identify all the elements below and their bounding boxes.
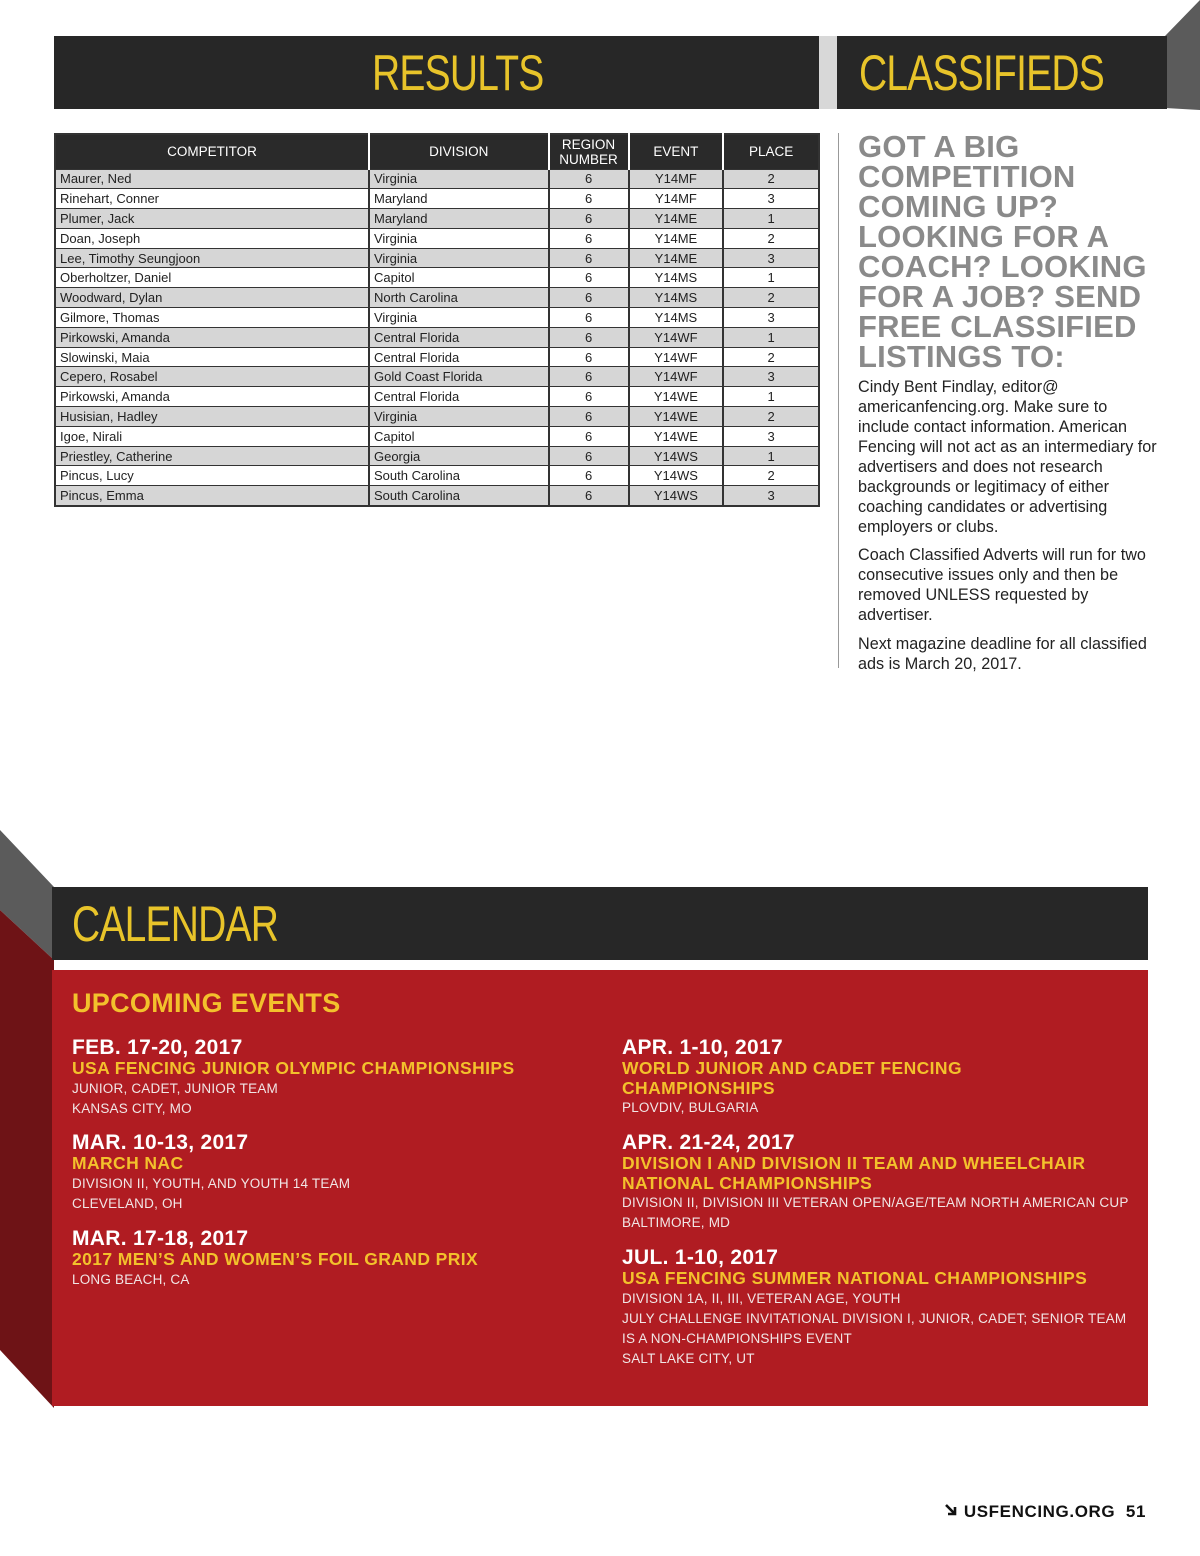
cell-region-number: 6 bbox=[549, 446, 629, 466]
column-header-division: DIVISION bbox=[369, 134, 549, 169]
classifieds-bar-shadow bbox=[819, 36, 837, 109]
cell-place: 3 bbox=[723, 189, 819, 209]
cell-region-number: 6 bbox=[549, 486, 629, 506]
event-date: JUL. 1-10, 2017 bbox=[622, 1246, 779, 1269]
cell-division: Virginia bbox=[369, 308, 549, 328]
cell-competitor: Doan, Joseph bbox=[55, 228, 369, 248]
cell-region-number: 6 bbox=[549, 466, 629, 486]
event-march-nac bbox=[72, 1132, 592, 1214]
cell-event: Y14MS bbox=[629, 288, 724, 308]
cell-division: South Carolina bbox=[369, 486, 549, 506]
table-row bbox=[55, 228, 819, 248]
cell-event: Y14WS bbox=[629, 446, 724, 466]
cell-division: South Carolina bbox=[369, 466, 549, 486]
cell-event: Y14WE bbox=[629, 407, 724, 427]
table-row bbox=[55, 288, 819, 308]
event-location: PLOVDIV, BULGARIA bbox=[622, 1100, 759, 1115]
cell-place: 1 bbox=[723, 446, 819, 466]
classifieds-paragraph-duration: Coach Classified Adverts will run for two consecutive issues only and then be removed UNLESS requested by advertiser. bbox=[858, 546, 1146, 624]
cell-region-number: 6 bbox=[549, 268, 629, 288]
event-date: APR. 21-24, 2017 bbox=[622, 1131, 795, 1154]
results-header-row bbox=[55, 134, 819, 169]
calendar-title: CALENDAR bbox=[72, 896, 279, 952]
classifieds-paragraph-deadline: Next magazine deadline for all classified ads is March 20, 2017. bbox=[858, 635, 1147, 673]
cell-event: Y14WF bbox=[629, 367, 724, 387]
cell-region-number: 6 bbox=[549, 387, 629, 407]
cell-place: 2 bbox=[723, 407, 819, 427]
cell-region-number: 6 bbox=[549, 248, 629, 268]
table-row bbox=[55, 446, 819, 466]
cell-division: Georgia bbox=[369, 446, 549, 466]
cell-division: Virginia bbox=[369, 228, 549, 248]
cell-division: Capitol bbox=[369, 426, 549, 446]
results-body bbox=[55, 169, 819, 506]
event-detail: DIVISION 1A, II, III, VETERAN AGE, YOUTH bbox=[622, 1290, 901, 1306]
table-row bbox=[55, 466, 819, 486]
cell-region-number: 6 bbox=[549, 327, 629, 347]
table-row bbox=[55, 308, 819, 328]
cell-event: Y14WF bbox=[629, 327, 724, 347]
event-date: FEB. 17-20, 2017 bbox=[72, 1036, 243, 1059]
table-row bbox=[55, 367, 819, 387]
table-row bbox=[55, 248, 819, 268]
cell-event: Y14MS bbox=[629, 268, 724, 288]
cell-event: Y14MS bbox=[629, 308, 724, 328]
cell-competitor: Cepero, Rosabel bbox=[55, 367, 369, 387]
cell-place: 1 bbox=[723, 209, 819, 229]
cell-event: Y14WE bbox=[629, 426, 724, 446]
results-header-bar bbox=[54, 36, 819, 109]
table-row bbox=[55, 209, 819, 229]
cell-division: Virginia bbox=[369, 169, 549, 189]
cell-event: Y14MF bbox=[629, 169, 724, 189]
table-row bbox=[55, 387, 819, 407]
event-detail: JUNIOR, CADET, JUNIOR TEAM bbox=[72, 1080, 278, 1096]
results-title: RESULTS bbox=[372, 45, 544, 101]
cell-competitor: Pirkowski, Amanda bbox=[55, 327, 369, 347]
event-name: USA FENCING SUMMER NATIONAL CHAMPIONSHIPS bbox=[622, 1268, 1088, 1288]
event-world-junior-cadet bbox=[622, 1037, 1142, 1118]
event-division-team-wheelchair bbox=[622, 1132, 1142, 1233]
cell-region-number: 6 bbox=[549, 228, 629, 248]
cell-place: 3 bbox=[723, 308, 819, 328]
cell-region-number: 6 bbox=[549, 367, 629, 387]
table-row bbox=[55, 407, 819, 427]
event-summer-nationals bbox=[622, 1247, 1142, 1369]
cell-place: 2 bbox=[723, 466, 819, 486]
cell-competitor: Slowinski, Maia bbox=[55, 347, 369, 367]
event-name: DIVISION I AND DIVISION II TEAM AND WHEELCHAIR NATIONAL CHAMPIONSHIPS bbox=[622, 1153, 1086, 1193]
cell-place: 3 bbox=[723, 486, 819, 506]
event-foil-grand-prix bbox=[72, 1228, 592, 1290]
event-location: SALT LAKE CITY, UT bbox=[622, 1350, 755, 1366]
event-location: CLEVELAND, OH bbox=[72, 1195, 183, 1211]
event-name: WORLD JUNIOR AND CADET FENCING CHAMPIONSHIPS bbox=[622, 1058, 962, 1098]
cell-place: 2 bbox=[723, 169, 819, 189]
event-detail: JULY CHALLENGE INVITATIONAL DIVISION I, JUNIOR, CADET; SENIOR TEAM IS A NON-CHAMPIONSHIPS EVENT bbox=[622, 1310, 1127, 1346]
cell-event: Y14WE bbox=[629, 387, 724, 407]
cell-division: Virginia bbox=[369, 407, 549, 427]
event-name: MARCH NAC bbox=[72, 1153, 184, 1173]
cell-competitor: Husisian, Hadley bbox=[55, 407, 369, 427]
event-date: APR. 1-10, 2017 bbox=[622, 1036, 783, 1059]
event-date: MAR. 10-13, 2017 bbox=[72, 1131, 249, 1154]
event-location: LONG BEACH, CA bbox=[72, 1271, 190, 1287]
cell-event: Y14WF bbox=[629, 347, 724, 367]
cell-competitor: Gilmore, Thomas bbox=[55, 308, 369, 328]
cell-competitor: Oberholtzer, Daniel bbox=[55, 268, 369, 288]
cell-division: Maryland bbox=[369, 209, 549, 229]
classifieds-paragraph-contact: Cindy Bent Findlay, editor@ americanfencing.org. Make sure to include contact information. American Fencing will not act as an intermediary for advertisers and does not research backgrounds or legitimacy of either coaching candidates or advertising employers or clubs. bbox=[858, 378, 1157, 536]
cell-place: 1 bbox=[723, 327, 819, 347]
event-location: BALTIMORE, MD bbox=[622, 1215, 731, 1230]
table-row bbox=[55, 169, 819, 189]
cell-competitor: Priestley, Catherine bbox=[55, 446, 369, 466]
cell-competitor: Woodward, Dylan bbox=[55, 288, 369, 308]
cell-competitor: Maurer, Ned bbox=[55, 169, 369, 189]
cell-competitor: Pincus, Lucy bbox=[55, 466, 369, 486]
cell-place: 3 bbox=[723, 426, 819, 446]
event-name: USA FENCING JUNIOR OLYMPIC CHAMPIONSHIPS bbox=[72, 1058, 515, 1078]
cell-division: Virginia bbox=[369, 248, 549, 268]
cell-place: 1 bbox=[723, 268, 819, 288]
footer-site[interactable]: USFENCING.ORG bbox=[963, 1502, 1116, 1521]
cell-event: Y14ME bbox=[629, 248, 724, 268]
results-table bbox=[54, 133, 820, 507]
cell-event: Y14ME bbox=[629, 209, 724, 229]
calendar-header-bar bbox=[52, 887, 1148, 960]
cell-event: Y14ME bbox=[629, 228, 724, 248]
cell-competitor: Pincus, Emma bbox=[55, 486, 369, 506]
cell-division: Central Florida bbox=[369, 387, 549, 407]
event-detail: DIVISION II, DIVISION III VETERAN OPEN/AGE/TEAM NORTH AMERICAN CUP bbox=[622, 1195, 1129, 1210]
cell-event: Y14WS bbox=[629, 466, 724, 486]
cell-division: Capitol bbox=[369, 268, 549, 288]
cell-division: Central Florida bbox=[369, 347, 549, 367]
classifieds-headline: GOT A BIG COMPETITION COMING UP? LOOKING FOR A COACH? LOOKING FOR A JOB? SEND FREE CLASSIFIED LISTINGS TO: bbox=[858, 129, 1147, 374]
cell-competitor: Rinehart, Conner bbox=[55, 189, 369, 209]
table-row bbox=[55, 486, 819, 506]
cell-region-number: 6 bbox=[549, 308, 629, 328]
upcoming-events-heading: UPCOMING EVENTS bbox=[72, 988, 341, 1018]
cell-region-number: 6 bbox=[549, 209, 629, 229]
calendar-bevel-decoration bbox=[0, 830, 54, 1408]
cell-competitor: Lee, Timothy Seungjoon bbox=[55, 248, 369, 268]
event-junior-olympics bbox=[72, 1037, 592, 1119]
table-row bbox=[55, 327, 819, 347]
column-header-region-number bbox=[549, 134, 629, 169]
classifieds-header-bar bbox=[837, 36, 1167, 109]
arrow-down-right-icon bbox=[944, 1503, 958, 1522]
cell-region-number: 6 bbox=[549, 347, 629, 367]
cell-event: Y14WS bbox=[629, 486, 724, 506]
table-row bbox=[55, 268, 819, 288]
cell-division: North Carolina bbox=[369, 288, 549, 308]
cell-region-number: 6 bbox=[549, 169, 629, 189]
table-row bbox=[55, 347, 819, 367]
column-header-event: EVENT bbox=[629, 134, 724, 169]
page-number: 51 bbox=[1125, 1502, 1146, 1521]
classifieds-bevel-decoration bbox=[1165, 0, 1200, 110]
cell-region-number: 6 bbox=[549, 407, 629, 427]
cell-region-number: 6 bbox=[549, 288, 629, 308]
cell-event: Y14MF bbox=[629, 189, 724, 209]
table-row bbox=[55, 189, 819, 209]
cell-competitor: Pirkowski, Amanda bbox=[55, 387, 369, 407]
event-name: 2017 MEN’S AND WOMEN’S FOIL GRAND PRIX bbox=[72, 1249, 479, 1269]
column-header-competitor: COMPETITOR bbox=[55, 134, 369, 169]
cell-place: 2 bbox=[723, 288, 819, 308]
page-footer bbox=[944, 1502, 1146, 1522]
event-detail: DIVISION II, YOUTH, AND YOUTH 14 TEAM bbox=[72, 1175, 351, 1191]
table-row bbox=[55, 426, 819, 446]
cell-place: 3 bbox=[723, 367, 819, 387]
cell-place: 1 bbox=[723, 387, 819, 407]
event-location: KANSAS CITY, MO bbox=[72, 1100, 192, 1116]
classifieds-divider bbox=[838, 133, 839, 668]
event-date: MAR. 17-18, 2017 bbox=[72, 1227, 249, 1250]
cell-competitor: Plumer, Jack bbox=[55, 209, 369, 229]
classifieds-title: CLASSIFIEDS bbox=[859, 45, 1105, 101]
cell-place: 2 bbox=[723, 347, 819, 367]
cell-region-number: 6 bbox=[549, 426, 629, 446]
column-header-place: PLACE bbox=[723, 134, 819, 169]
cell-division: Maryland bbox=[369, 189, 549, 209]
cell-division: Central Florida bbox=[369, 327, 549, 347]
cell-place: 2 bbox=[723, 228, 819, 248]
cell-division: Gold Coast Florida bbox=[369, 367, 549, 387]
cell-competitor: Igoe, Nirali bbox=[55, 426, 369, 446]
cell-place: 3 bbox=[723, 248, 819, 268]
cell-region-number: 6 bbox=[549, 189, 629, 209]
region-number-label: REGION NUMBER bbox=[559, 136, 618, 167]
